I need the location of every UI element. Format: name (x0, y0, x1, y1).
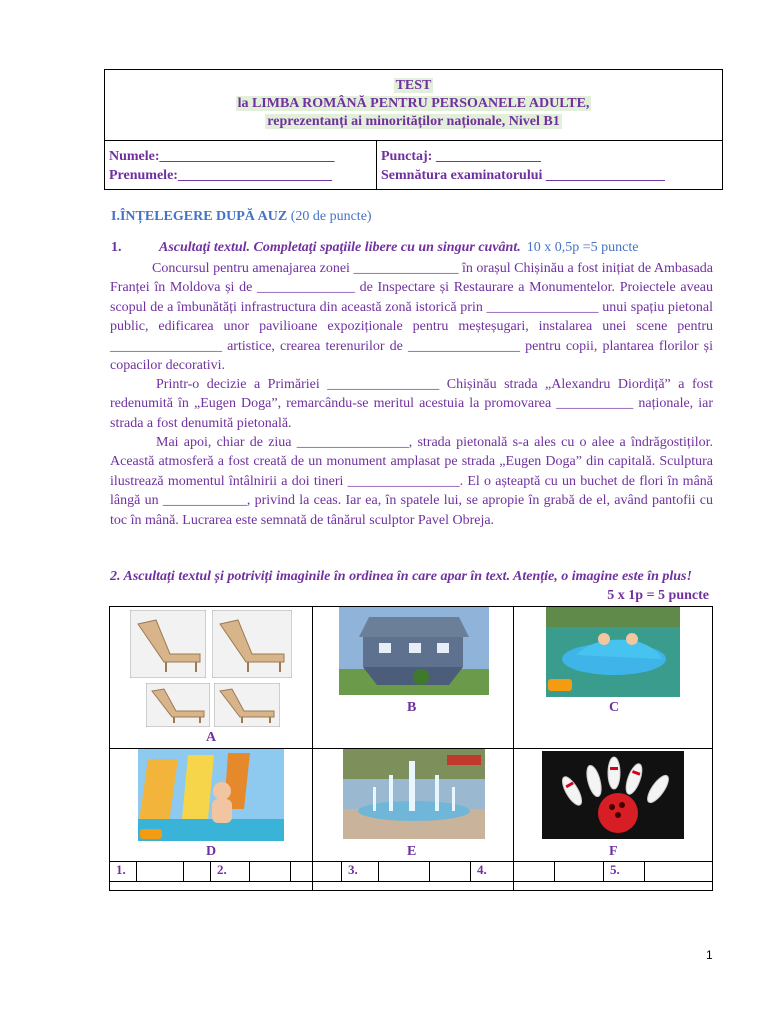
paragraph-2: Printr-o decizie a Primăriei ________________ Chișinău strada „Alexandru Diordiță” a fost redenumită în „Eugen Doga”, remarcându-se meritul acestuia la promovarea ___________ naționale, iar strada a fost denumită pietonală. (110, 377, 713, 431)
water-slide-image (138, 749, 284, 841)
exercise-1-instruction: Ascultaţi textul. Completaţi spaţiile libere cu un singur cuvânt. (159, 240, 521, 255)
section-points: (20 de puncte) (290, 209, 372, 224)
surname-field[interactable]: Prenumele:______________________ (109, 168, 332, 183)
title-line-1: TEST (395, 78, 432, 93)
test-title-block (105, 70, 722, 141)
image-label-c: C (609, 700, 620, 715)
exercise-2-points: 5 x 1p = 5 puncte (607, 588, 709, 603)
answer-box-4[interactable] (514, 862, 555, 882)
answer-label-5: 5. (604, 862, 645, 882)
answer-label-4: 4. (471, 862, 514, 882)
image-label-e: E (407, 844, 417, 859)
exercise-1-number: 1. (111, 240, 122, 255)
fountain-image (343, 749, 485, 839)
section-name: ÎNȚELEGERE DUPĂ AUZ (119, 209, 288, 224)
exercise-2-instruction: 2. Ascultați textul și potriviți imaginile în ordinea în care apar în text. Atenție, o imagine este în plus! (110, 569, 692, 584)
section-title (111, 209, 372, 225)
score-field[interactable]: Punctaj: _______________ (381, 149, 541, 164)
student-fields (105, 141, 377, 190)
sun-lounger-tile (146, 683, 210, 727)
answer-box-3[interactable] (379, 862, 430, 882)
answer-box-1[interactable] (137, 862, 184, 882)
answer-label-1: 1. (110, 862, 137, 882)
test-header-table (104, 69, 723, 190)
image-grid (109, 606, 713, 891)
upside-down-house-image (339, 607, 489, 695)
answer-spacer (430, 862, 471, 882)
sun-lounger-tile (212, 610, 292, 678)
image-cell-a (110, 607, 313, 749)
signature-field[interactable]: Semnătura examinatorului _________________ (381, 168, 665, 183)
bowling-image (542, 751, 684, 839)
exercise-2-header (110, 567, 713, 603)
title-line-3: reprezentanți ai minorităților naționale, Nivel B1 (267, 114, 560, 129)
image-cell-b (313, 607, 514, 749)
paragraph-1: Concursul pentru amenajarea zonei _______________ în orașul Chișinău a fost inițiat de Ambasada Franței în Moldova și de ______________ de Inspectare și Restaurare a Monumentelor. Proiectele aveau scopul de a îmbunătăți infrastructura din această zonă istorică prin ________________ unui spațiu pietonal public, edificarea unor pavilioane expoziționale pentru meșteșugari, instalarea unei scene pentru ________________ artistice, crearea terenurilor de ________________ pentru copii, plantarea florilor și copacilor decorativi. (110, 261, 713, 374)
car-boat-image (546, 607, 680, 697)
section-prefix: I. (111, 209, 120, 224)
paragraph-3: Mai apoi, chiar de ziua ________________, strada pietonală s-a ales cu o alee a îndrăgostiților. Această atmosferă a fost creată de un monument amplasat pe strada „Eugen Doga” din capitală. Sculptura ilustrează momentul întâlnirii a doi tineri ________________. El o așteaptă cu un buchet de flori în mână lângă un ____________, privind la ceas. Iar ea, în spatele lui, se apropie în grabă de el, având pantofii cu toc în mână. Lucrarea este semnată de tânărul sculptor Pavel Obreja. (110, 435, 713, 528)
exercise-1-points: 10 x 0,5p =5 puncte (526, 240, 639, 255)
answer-label-3: 3. (342, 862, 379, 882)
name-field[interactable]: Numele:_________________________ (109, 149, 335, 164)
image-cell-c (514, 607, 713, 749)
answer-spacer (291, 862, 342, 882)
sun-lounger-tile (214, 683, 280, 727)
answer-spacer (555, 862, 604, 882)
sun-loungers-image (130, 610, 206, 678)
exercise-1-header (111, 240, 638, 256)
image-label-a: A (206, 730, 217, 745)
page-number: 1 (706, 948, 713, 962)
answer-spacer (184, 862, 211, 882)
answer-label-2: 2. (211, 862, 250, 882)
answer-box-2[interactable] (250, 862, 291, 882)
examiner-fields (377, 141, 722, 190)
answer-box-5[interactable] (645, 862, 713, 882)
answer-table (109, 861, 713, 882)
image-label-f: F (609, 844, 618, 859)
image-label-d: D (206, 844, 217, 859)
image-label-b: B (407, 700, 417, 715)
title-line-2: la LIMBA ROMÂNĂ PENTRU PERSOANELE ADULTE, (237, 96, 590, 111)
